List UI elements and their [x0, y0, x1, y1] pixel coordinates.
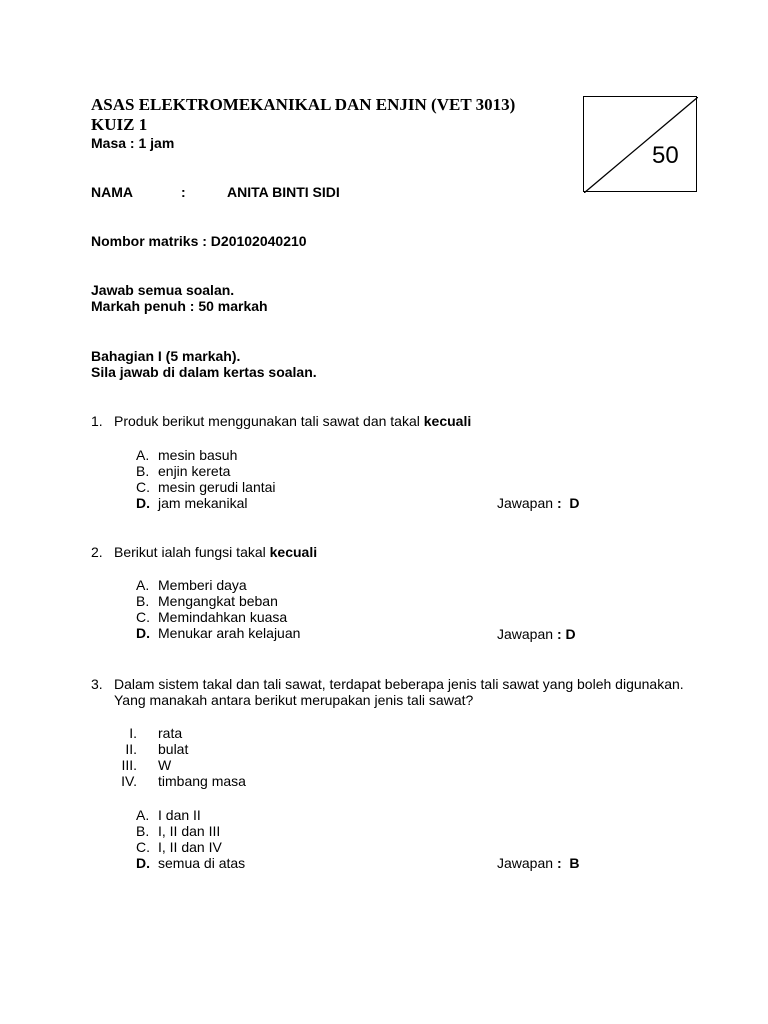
name-separator: : [181, 184, 186, 200]
question-3-options [136, 807, 245, 871]
question-3-items [100, 725, 246, 789]
option-b: B. enjin kereta [136, 463, 231, 479]
option-a: A. mesin basuh [136, 447, 238, 463]
score-box-diagonal [584, 97, 698, 193]
score-total: 50 [652, 142, 679, 169]
option-c: C. mesin gerudi lantai [136, 479, 276, 495]
question-2 [91, 544, 317, 560]
answer-separator: : [556, 855, 562, 871]
question-number: 3. [91, 676, 103, 692]
question-text-line-1: Dalam sistem takal dan tali sawat, terdapat beberapa jenis tali sawat yang boleh digunakan. [114, 676, 684, 692]
option-a: A. I dan II [136, 807, 201, 823]
question-number: 1. [91, 413, 103, 429]
matric-number: Nombor matriks : D20102040210 [91, 233, 307, 249]
answer-value: D [569, 495, 580, 511]
question-number: 2. [91, 544, 103, 560]
item-iv: IV. timbang masa [121, 773, 246, 789]
question-text: Berikut ialah fungsi takal [114, 544, 270, 560]
question-emphasis: kecuali [423, 413, 472, 429]
answer-label: Jawapan [497, 855, 554, 871]
question-3 [91, 676, 684, 708]
answer-3 [497, 855, 580, 871]
answer-value: D [565, 626, 576, 642]
option-c: C. Memindahkan kuasa [136, 609, 288, 625]
answer-separator: : [556, 626, 562, 642]
section-instruction: Sila jawab di dalam kertas soalan. [91, 364, 317, 380]
question-text: Produk berikut menggunakan tali sawat dan takal [114, 413, 424, 429]
option-d: D. Menukar arah kelajuan [136, 625, 301, 641]
section-title: Bahagian I (5 markah). [91, 348, 241, 364]
option-d: D. semua di atas [136, 855, 246, 871]
answer-label: Jawapan [497, 495, 554, 511]
option-c: C. I, II dan IV [136, 839, 222, 855]
question-1 [91, 413, 471, 429]
option-d: D. jam mekanikal [136, 495, 248, 511]
answer-label: Jawapan [497, 626, 554, 642]
option-b: B. Mengangkat beban [136, 593, 278, 609]
question-text-line-2: Yang manakah antara berikut merupakan jenis tali sawat? [114, 692, 474, 708]
option-a: A. Memberi daya [136, 577, 247, 593]
answer-1 [497, 495, 580, 511]
name-value: ANITA BINTI SIDI [227, 184, 340, 200]
name-label: NAMA [91, 184, 133, 200]
answer-value: B [569, 855, 580, 871]
quiz-title: KUIZ 1 [91, 115, 148, 134]
instruction-answer-all: Jawab semua soalan. [91, 282, 235, 298]
question-2-options [136, 577, 300, 641]
score-box [583, 96, 697, 192]
answer-2 [497, 626, 576, 642]
question-1-options [136, 447, 276, 511]
instruction-full-marks: Markah penuh : 50 markah [91, 298, 268, 314]
item-i: I. rata [129, 725, 183, 741]
course-title: ASAS ELEKTROMEKANIKAL DAN ENJIN (VET 3013) [91, 95, 516, 114]
duration: Masa : 1 jam [91, 135, 175, 151]
option-b: B. I, II dan III [136, 823, 221, 839]
item-iii: III. W [121, 757, 172, 773]
question-emphasis: kecuali [269, 544, 318, 560]
answer-separator: : [556, 495, 562, 511]
item-ii: II. bulat [125, 741, 189, 757]
